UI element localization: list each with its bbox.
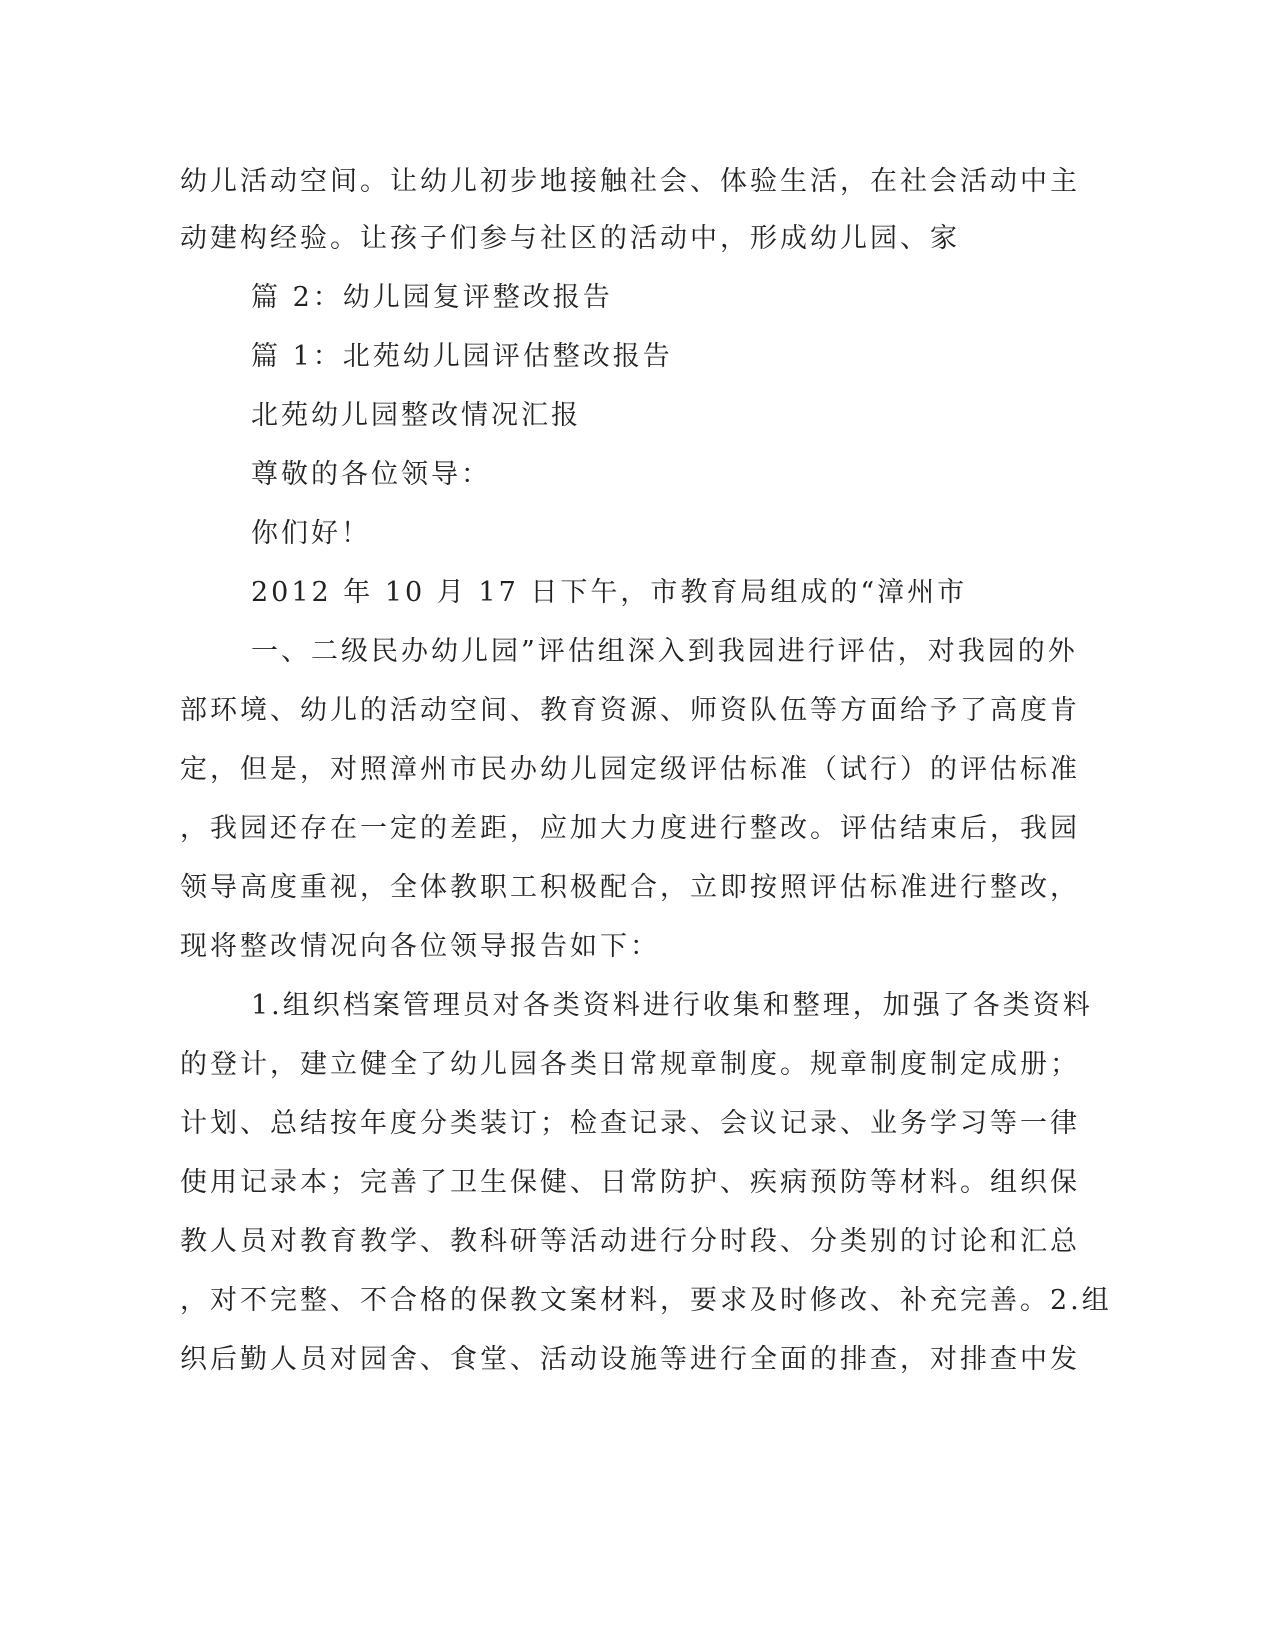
text-line: 织后勤人员对园舍、食堂、活动设施等进行全面的排查，对排查中发	[180, 1344, 1080, 1375]
text-line: 教人员对教育教学、教科研等活动进行分时段、分类别的讨论和汇总	[180, 1226, 1080, 1257]
section-heading: 篇 1：北苑幼儿园评估整改报告	[251, 341, 673, 372]
text-line: 2012 年 10 月 17 日下午，市教育局组成的“漳州市	[251, 577, 968, 608]
text-line: 领导高度重视，全体教职工积极配合，立即按照评估标准进行整改，	[180, 872, 1080, 903]
text-line: ，我园还存在一定的差距，应加大力度进行整改。评估结束后，我园	[180, 813, 1080, 844]
text-line: 部环境、幼儿的活动空间、教育资源、师资队伍等方面给予了高度肯	[180, 695, 1080, 726]
text-line: 的登计，建立健全了幼儿园各类日常规章制度。规章制度制定成册；	[180, 1049, 1080, 1080]
text-line: 动建构经验。让孩子们参与社区的活动中，形成幼儿园、家	[180, 223, 960, 254]
text-line: 一、二级民办幼儿园”评估组深入到我园进行评估，对我园的外	[251, 636, 1078, 667]
text-line: 1.组织档案管理员对各类资料进行收集和整理，加强了各类资料	[251, 990, 1093, 1021]
greeting: 你们好！	[251, 518, 371, 549]
report-title: 北苑幼儿园整改情况汇报	[251, 400, 581, 431]
salutation: 尊敬的各位领导：	[251, 459, 491, 490]
text-line: 使用记录本；完善了卫生保健、日常防护、疾病预防等材料。组织保	[180, 1167, 1080, 1198]
text-line: 计划、总结按年度分类装订；检查记录、会议记录、业务学习等一律	[180, 1108, 1080, 1139]
section-heading: 篇 2：幼儿园复评整改报告	[251, 282, 613, 313]
text-line: 幼儿活动空间。让幼儿初步地接触社会、体验生活，在社会活动中主	[180, 166, 1080, 197]
text-line: ，对不完整、不合格的保教文案材料，要求及时修改、补充完善。2.组	[180, 1285, 1112, 1316]
text-line: 定，但是，对照漳州市民办幼儿园定级评估标准（试行）的评估标准	[180, 754, 1080, 785]
text-line: 现将整改情况向各位领导报告如下：	[180, 931, 660, 962]
